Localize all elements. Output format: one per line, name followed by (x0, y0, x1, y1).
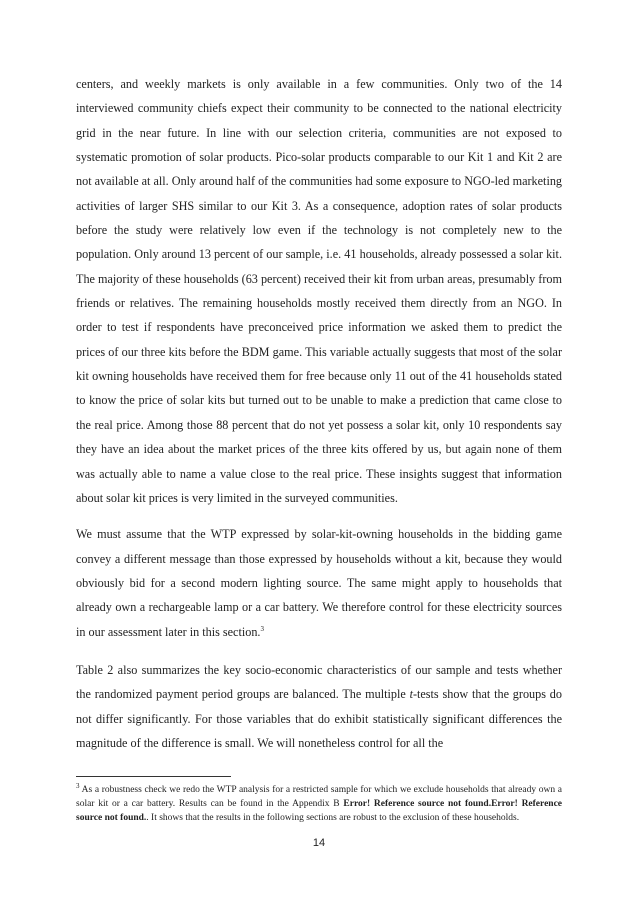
footnote-text-1: As a robustness check we redo the WTP analysis for a restricted sample for which we exclude households that already own a solar kit or a car battery. Results can be found in the Appendix B (76, 785, 562, 810)
paragraph-3 (76, 658, 562, 755)
footnote-number: 3 (76, 781, 80, 790)
paragraph-2-text: We must assume that the WTP expressed by solar-kit-owning households in the bidding game convey a different message than those expressed by households without a kit, because they would obviously bid for a second modern lighting source. The same might apply to households that already own a rechargeable lamp or a car battery. We therefore control for these electricity sources in our assessment later in this section. (76, 527, 562, 639)
footnote-error-reference[interactable]: Error! Reference source not found.Error! Reference source not found. (76, 799, 562, 824)
paragraph-1: centers, and weekly markets is only available in a few communities. Only two of the 14 interviewed community chiefs expect their community to be connected to the national electricity grid in the near future. In line with our selection criteria, communities are not exposed to systematic promotion of solar products. Pico-solar products comparable to our Kit 1 and Kit 2 are not available at all. Only around half of the communities had some exposure to NGO-led marketing activities of larger SHS similar to our Kit 3. As a consequence, adoption rates of solar products before the study were relatively low even if the technology is not completely new to the population. Only around 13 percent of our sample, i.e. 41 households, already possessed a solar kit. The majority of these households (63 percent) received their kit from urban areas, presumably from friends or relatives. The remaining households mostly received them directly from an NGO. In order to test if respondents have preconceived price information we asked them to predict the prices of our three kits before the BDM game. This variable actually suggests that most of the solar kit owning households have received them for free because only 11 out of the 41 households stated to know the price of solar kits but turned out to be unable to make a prediction that came close to the real price. Among those 88 percent that do not yet possess a solar kit, only 10 respondents say they have an idea about the market prices of the three kits offered by us, but again none of them was actually able to name a value close to the real price. These insights suggest that information about solar kit prices is very limited in the surveyed communities. (76, 77, 563, 505)
footnote-separator (76, 776, 231, 777)
paragraph-2 (76, 522, 562, 644)
footnote-reference[interactable]: 3 (260, 624, 264, 633)
footnote-text-2: . It shows that the results in the following sections are robust to the exclusion of these households. (146, 813, 520, 824)
paragraph-3-italic: t (409, 687, 413, 702)
body-text (76, 72, 562, 755)
footnote (76, 783, 562, 826)
page-number: 14 (312, 837, 326, 849)
paragraph-3-pre: Table 2 also summarizes the key socio-economic characteristics of our sample and tests whether the randomized payment period groups are balanced. The multiple (76, 662, 562, 702)
paragraph-3-post: -tests show that the groups do not differ significantly. For those variables that do exhibit statistically significant differences the magnitude of the difference is small. We will nonetheless control for all the (76, 687, 562, 750)
